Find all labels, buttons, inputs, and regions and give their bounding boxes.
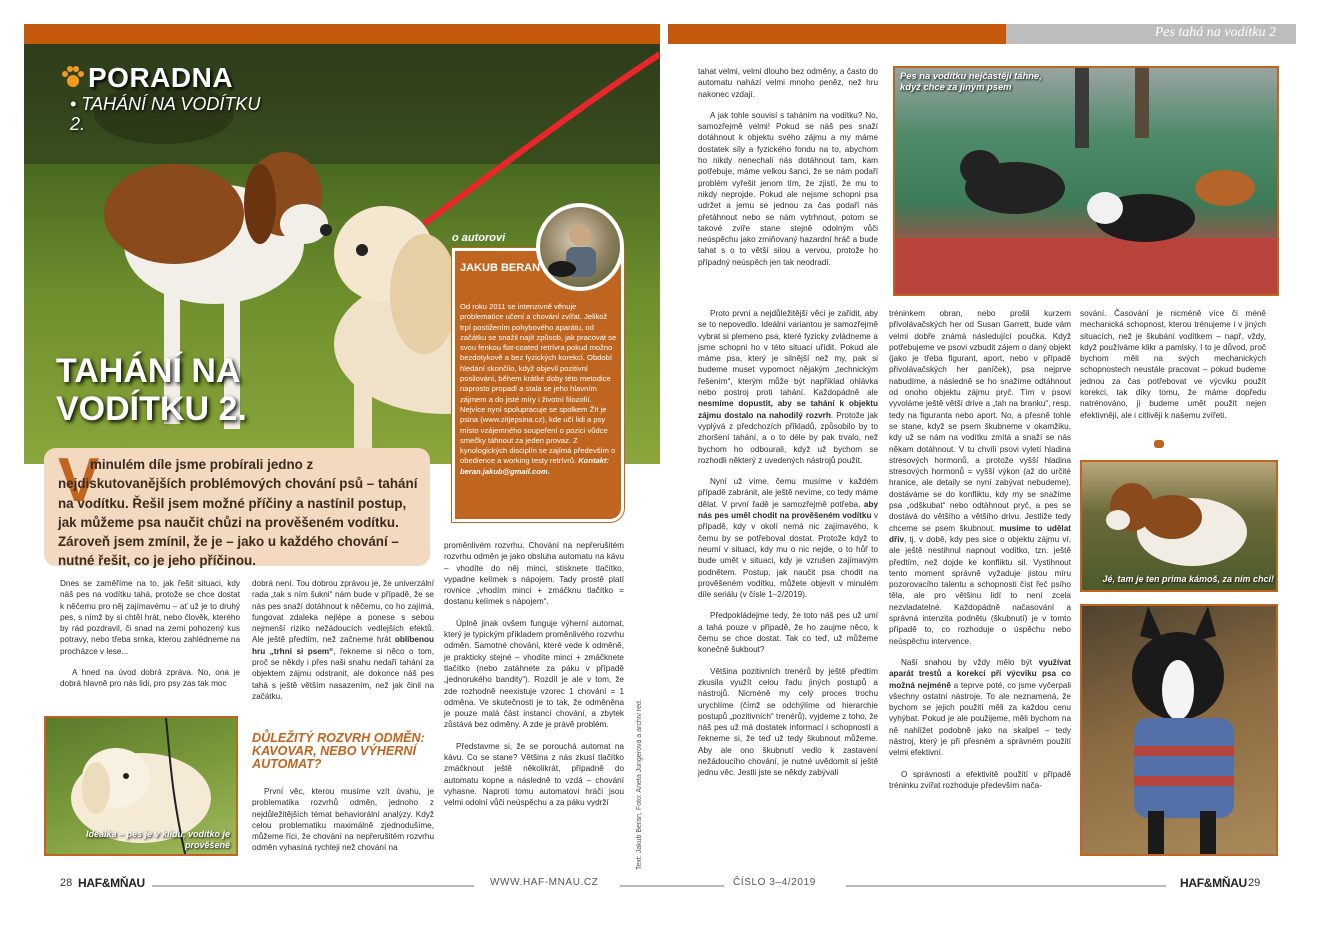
section-label: PORADNA: [88, 62, 234, 93]
column-5: [889, 308, 1071, 801]
paragraph: proměnlivém rozvrhu. Chování na nepřerušitém rozvrhu odměn je jako obsluha automatu na kávu – vhodíte do něj minci, stisknete tlačítko, vypadne kelímek s nápojem. Tady prostě platí rovnice „vhodím minci + zmáčknu tlačítko = dostanu kelímek s nápojem“.: [444, 541, 624, 607]
text-run: , řekneme si něco o tom, proč se někdy i přes naši snahu nedaří tahání za objektem zájmu odstranit, ale dokonce náš pes tahá s ještě větším nasazením, než jak činil na začátku.: [252, 646, 434, 701]
emphasis: aby nás pes uměl chodit na prověšeném vodítku: [698, 499, 878, 521]
top-bar-left: [24, 24, 660, 44]
author-figure: [540, 207, 620, 287]
paragraph: Představme si, že se porouchá automat na kávu. Co se stane? Většina z nás zkusí tlačítko zmáčknout ještě několikrát, případně do automatu kopne a následně to vzdá – chování vyhasne. Naproti tomu automatovi hráči jsou velmi odolní vůči neúspěchu a za páku vydrží: [444, 741, 624, 808]
author-contact: Kontakt: beran.jakub@gmail.com.: [460, 456, 609, 476]
column-4: [698, 66, 878, 278]
author-bio-text: Od roku 2011 se intenzivně věnuje problematice učení a chování zvířat. Jelikož trpí postižením pohybového aparátu, od začátku se snažil najít způsob, jak pracovat se svou fenkou flat-coated retrívra pokud možno bezdotykově a bez fyzických korekcí. Období hledání skončilo, když objevil pozitivní posilování, během krátké doby této metodice naprosto propadl a stala se jeho hlavním zájmem a do jisté míry i životní filozofií. Nejvíce nyní spolupracuje se spolkem Žít je psina (www.zitjepsina.cz), kde učí lidi a psy místo vzájemného soupeření o pozici vůdce smečky táhnout za jeden provaz. Z kynologických disciplín se zajímá především o obedience a working testy retrívrů.: [460, 302, 617, 466]
hero-subtitle: • TAHÁNÍ NA VODÍTKU 2.: [70, 94, 261, 134]
footer-rule: [620, 885, 724, 887]
paragraph: [698, 476, 878, 600]
author-photo: [536, 203, 624, 291]
column-2b: [252, 786, 434, 864]
boston-illustration: [1082, 606, 1278, 856]
text-run: . Protože jak vyplývá z předchozích příkladů, způsobilo by to zhoršení tahání, a o to déle by pak trvalo, než bychom ho odbourali, když už bychom se rozhodli některý z uvedených nástrojů použít.: [698, 410, 878, 465]
magazine-logo-right: HAF&MŇAU: [1180, 876, 1247, 890]
caption-beagle: Jé, tam je ten prima kámoš, za ním chci!: [1102, 574, 1274, 584]
column-6: [1080, 308, 1266, 431]
text-run: a teprve poté, co jsme vyčerpali všechny ostatní nástroje. To ale neznamená, že bychom se jejich použití měli za každou cenu vyhýbat. Pokud je ale použijeme, měli bychom na ně nahlížet podobně jako na skalpel – tedy nástroj, který je při přesném a správném použití velmi efektivní.: [889, 680, 1071, 758]
text-run: , tj. v době, kdy pes sice o objektu zájmu ví, ale ještě nestihnul napnout vodítko, tzn. ještě předtím, než dojde ke konfliktu sil. Vystihnout tento moment správně vyžaduje jistou míru pozorovacího talentu a schopnosti číst řeč psího těla, ale pro většinu lidí to není zcela nezvladatelné. Každopádně načasování a správná intenzita podnětu (škubnutí) je v tomto případě to, co rozhoduje o úspěchu nebo neúspěchu intervence.: [889, 534, 1071, 646]
running-title: Pes tahá na vodítku 2: [1154, 25, 1276, 40]
emphasis: využívat aparát trestů a korekcí při výcviku psa co možná nejméně: [889, 657, 1071, 690]
street-illustration: [895, 68, 1279, 296]
column-2: [252, 578, 434, 712]
paw-icon: [60, 64, 86, 90]
footer-rule: [846, 885, 1166, 887]
page-number-left: 28: [60, 877, 73, 889]
emphasis: musíme to udělat dřív: [889, 523, 1071, 544]
paragraph: O správnosti a efektivitě použití v případě tréninku zvířat rozhoduje především nača-: [889, 769, 1071, 790]
column-3: [444, 540, 624, 819]
top-bar-right-orange: [668, 24, 1006, 44]
footer-rule: [152, 885, 474, 887]
photo-boston-terrier: [1080, 604, 1278, 856]
author-name: JAKUB BERAN: [460, 262, 541, 274]
paragraph: tahat velmi, velmi dlouho bez odměny, a často do automatu nahází velmi mnoho peněz, než hru nakonec vzdají.: [698, 67, 878, 99]
issue-number: ČÍSLO 3–4/2019: [733, 877, 816, 888]
article-title: TAHÁNÍ NA VODÍTKU 2.: [56, 352, 247, 428]
author-tag: o autorovi: [452, 232, 506, 244]
paragraph: [889, 657, 1071, 759]
column-4b: [698, 308, 878, 789]
subheading: DŮLEŽITÝ ROZVRH ODMĚN: KAVOVAR, NEBO VÝHERNÍ AUTOMAT?: [252, 731, 425, 771]
paragraph: Předpokládejme tedy, že toto náš pes už umí a tahá pouze v případě, že ho zaujme něco, k čemu se chce dostat. Tak co teď, už můžeme konečně šukbout?: [698, 611, 878, 655]
beagle-illustration: [1082, 462, 1278, 592]
paragraph: Úplně jinak ovšem funguje výherní automat, který je typickým příkladem proměnlivého rozvrhu odměn. Samotné chování, které vede k odměně, je prakticky stejné – vhodíte minci + zmáčknete tlačítko (nebo zatáhnete za páku v případě „jednorukého bandity“). Rozdíl je ale v tom, že zde rozhodně neexistuje vzorec 1 chování = 1 odměna. Ve skutečnosti je to tak, že odměněna je pouze malá část instancí chování, a zbytek zůstává bez odměny. A zde je právě problém.: [444, 618, 624, 730]
page-number-right: 29: [1248, 877, 1261, 889]
magazine-logo-left: HAF&MŇAU: [78, 876, 145, 890]
photo-credit: Text: Jakub Beran, Foto: Aneta Jungerová a archiv red.: [636, 699, 643, 870]
paragraph: Většina pozitivních trenérů by ještě předtím zkusila využít celou řadu jiných postupů a nástrojů. Nicméně my celý proces trochu urychlíme (čímž se odchýlíme od hierarchie postupů „pozitivních“ trenérů), vyjdeme z toho, že náš pes už má dostatek informací i schopností a řekneme si, že teď už tedy škubnout můžeme. Aby ale ono škubnutí vedlo k zastavení nežádoucího chování, je nutné uvědomit si ještě jednu věc. Jestli jste se někdy zabývali: [698, 666, 878, 778]
paragraph: sování. Časování je nicméně více či méně mechanická schopnost, kterou trénujeme i v jiných situacích, než je škubání vodítkem – např. vždy, když používáme klikr a pamlsky. I to je důvod, proč bychom měli na svých mechanických schopnostech neustále pracovat – pokud budeme jednou za čas potřebovat ve výcviku použít korekci, tak díky tomu, že máme dopředu natrénováno, ji budeme umět použít nejen efektivněji, ale i citlivěji k našemu zvířeti.: [1080, 309, 1266, 420]
text-run: Nyní už víme, čemu musíme v každém případě zabránit, ale ještě nevíme, co tedy máme dělat. V první řadě je samozřejmě potřeba,: [698, 477, 878, 509]
paragraph: [889, 308, 1071, 647]
paragraph: Dnes se zaměříme na to, jak řešit situaci, kdy náš pes na vodítku tahá, protože se chce dostat k něčemu pro něj zajímavému – ať už je to druhý pes, s nímž by si chtěl hrát, nebo člověk, kterého by rád pozdravil, či snad na zemi pohozený kus potravy, nebo třeba srnka, kterou zahlédneme na procházce v lese...: [60, 579, 240, 656]
intro-text: [58, 455, 418, 571]
paragraph: A jak tohle souvisí s taháním na vodítku? No, samozřejmě velmi! Pokud se náš pes snaží dotáhnout k objektu svého zájmu a my máme dostatek síly a fyzického fondu na to, abychom ho nikdy nenechali nás dotáhnout tam, kam potřebuje, máme velkou šanci, že se nám podaří problém vyřešit jenom tím, že zjistí, že mu to nikdy neprojde. Pokud ale nejsme schopni psa udržet a jemu se jednou za čas podaří nás přetáhnout nebo se nám vytrhnout, potom se takové zvíře stane stejně odolným vůči neúspěchu jako zmiňovaný hazardní hráč a bude tahat s o to větší silou a vervou, protože ho případný neúspěch jen tak neodradí.: [698, 110, 878, 267]
text-run: v případě, kdy v okolí nemá nic zajímavého, k čemu by se potřeboval dostat. Protože když to neumí v situaci, kdy mu o nic nejde, o to hůř to bude umět v situaci, kdy je vzrušen zajímavým podnětem. Postup, jak naučit psa chodit na prověšeném vodítku, můžete objevit v minulém díle seriálu (v čísle 1–2/2019).: [698, 511, 879, 600]
caption-street: Pes na vodítku nejčastěji táhne, když chce za jiným psem: [900, 70, 1042, 92]
text-run: Naší snahou by vždy mělo být: [901, 657, 1039, 667]
text-run: dobrá není. Tou dobrou zprávou je, že univerzální rada „tak s ním šukni“ nám bude v případě, že se nás pes snaží dotáhnout k něčemu, co ho zajímá, fungovat zdaleka nejlépe a ponese s sebou nejmenší riziko nežádoucích vedlejších efektů. Ale ještě předtím, než začneme hrát: [252, 579, 434, 645]
text-run: tréninkem obran, nebo prošli kurzem přivolávačských her od Susan Garrett, bude vám velmi dobře známá následující poučka. Když potřebujeme ve psovi vzbudit zájem o daný objekt (jako je třeba figurant, aport, nebo v případě přivolávačských her paníček), psa nejprve nabudíme, a následně se ho snažíme odtáhnout od onoho objektu zájmu pryč. Tím v psovi vyvoláme ještě větší drive a „tah na branku“, resp. tedy na figuranta nebo aport. No, a přesně tohle se stane, když se psem škubneme v okamžiku, kdy už se nám na vodítku zmítá a snaží se nás někam dotáhnout. V tu chvíli psovi vyletí hladina stresových hormonů, a protože vyšší hladina stresových hormonů = vyšší výkon (až do určité hranice, ale detaily se nyní zabývat nebudeme), dostáváme se do konfliktu, kdy my se snažíme psa „odškubat“ nebo odtáhnout pryč, a pes se dostává do většího a většího drivu. Jestliže tedy chceme se psem škubnout,: [889, 309, 1071, 533]
paragraph: A hned na úvod dobrá zpráva. No, ona je dobrá hlavně pro nás lidi, pro psy zas tak moc: [60, 668, 240, 689]
dog-end-icon: [1154, 440, 1164, 448]
photo-street-dogs: [893, 66, 1279, 296]
paragraph: První věc, kterou musíme vzít úvahu, je problematika rozvrhů odměn, jednoho z nejdůležitějších témat behaviorální analýzy. Když celou problematiku maximálně zjednodušíme, můžeme říci, že chování na nepřerušitém rozvrhu odměn vyhasíná rychleji než chování na: [252, 787, 434, 853]
column-1: [60, 578, 240, 700]
paragraph: [698, 308, 878, 466]
paragraph: [252, 578, 434, 702]
text-run: Proto první a nejdůležitější věcí je zařídit, aby se to nepovedlo. Ideální variantou je samozřejmě vybrat si plemeno psa, které fyzicky zvládneme a jsme schopni ho v této situaci uřídit. Pokud ale máme psa, který je silnější než my, pak si budeme muset vypomoct nějakým „technickým řešením“, kterým může být například ohlávka nebo postroj proti tahání. Každopádně ale: [698, 309, 878, 398]
photo-beagle: [1080, 460, 1278, 592]
author-bio: [460, 302, 618, 477]
emphasis: nesmíme dopustit, aby se tahání k objektu zájmu dostalo na nahodilý rozvrh: [698, 399, 878, 420]
intro-paragraph: minulém díle jsme probírali jedno z nejdiskutovanějších problémových chování psů – tahání na vodítku. Řešil jsem možné příčiny a nastínil postup, jak můžeme psa naučit chůzi na prověšeném vodítku. Zároveň jsem zmínil, že je – jako u každého chování – nutné řešit, co je jeho příčinou.: [58, 457, 418, 569]
caption-retriever: Ideálka – pes je v klidu, vodítko je prověšené: [85, 829, 230, 850]
website-url: WWW.HAF-MNAU.CZ: [490, 877, 599, 888]
emphasis: oblíbenou hru „trhni si psem“: [252, 635, 434, 656]
drop-cap: V: [58, 446, 100, 515]
